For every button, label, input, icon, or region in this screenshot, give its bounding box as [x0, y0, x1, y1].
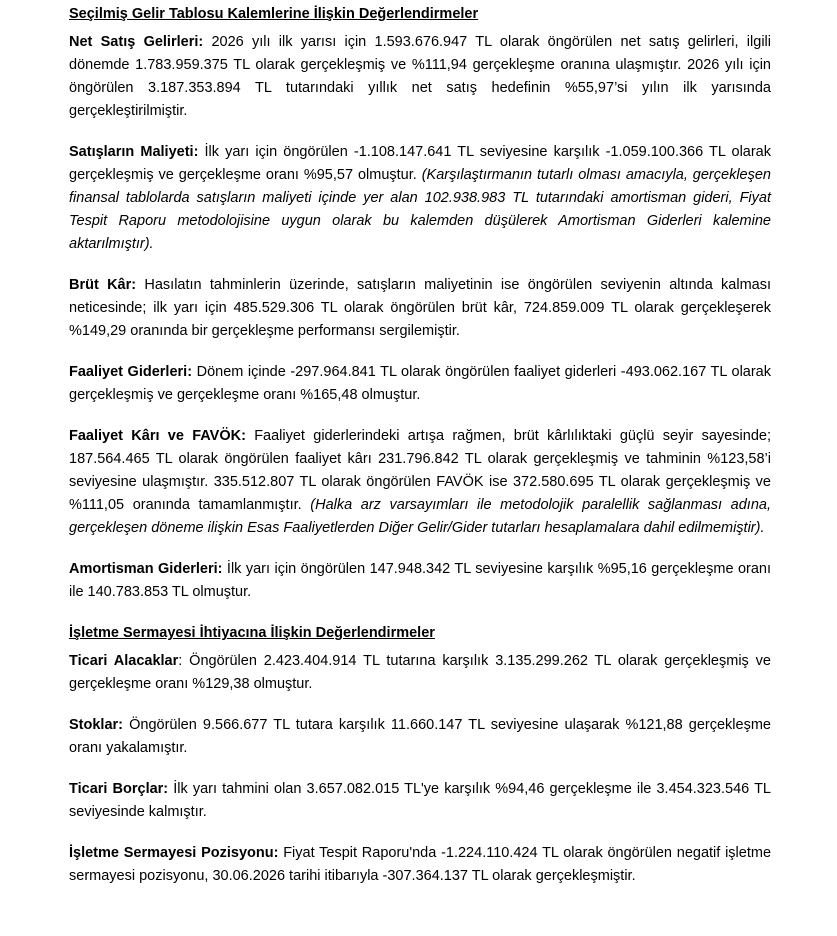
paragraph-text: Dönem içinde -297.964.841 TL olarak öngörülen faaliyet giderleri -493.062.167 TL olarak gerçekleşmiş ve gerçekleşme oranı %165,48 olmuştur. [69, 364, 771, 403]
paragraph-text: İlk yarı için öngörülen -1.108.147.641 TL seviyesine karşılık -1.059.100.366 TL olarak gerçekleşmiş ve gerçekleşme oranı %95,57 olmuştur. [69, 144, 771, 183]
paragraph-cost-of-sales [69, 141, 771, 256]
paragraph-label: Net Satış Gelirleri: [69, 34, 204, 50]
paragraph-text: Hasılatın tahminlerin üzerinde, satışların maliyetinin ise öngörülen seviyenin altında kalması neticesinde; ilk yarı için 485.529.306 TL olarak öngörülen brüt kâr, 724.859.009 TL olarak gerçekleşerek %149,29 oranında bir gerçekleşme performansı sergilemiştir. [69, 277, 771, 339]
paragraph-label: Stoklar: [69, 717, 123, 733]
paragraph-note: (Karşılaştırmanın tutarlı olması amacıyla, gerçekleşen finansal tablolarda satışların maliyeti içinde yer alan 102.938.983 TL tutarındaki amortisman gideri, Fiyat Tespit Raporu metodolojisine uygun olarak bu kalemden düşülerek Amortisman Giderleri kalemine aktarılmıştır). [69, 167, 771, 252]
paragraph-gross-profit [69, 274, 771, 343]
paragraph-operating-expenses [69, 361, 771, 407]
paragraph-text: Fiyat Tespit Raporu'nda -1.224.110.424 TL olarak öngörülen negatif işletme sermayesi pozisyonu, 30.06.2026 tarihi itibarıyla -307.364.137 TL olarak gerçekleşmiştir. [69, 845, 772, 884]
paragraph-trade-payables [69, 778, 771, 824]
paragraph-working-capital-position [69, 842, 771, 888]
paragraph-text: : Öngörülen 2.423.404.914 TL tutarına karşılık 3.135.299.262 TL olarak gerçekleşmiş ve gerçekleşme oranı %129,38 olmuştur. [69, 653, 771, 692]
paragraph-text: İlk yarı tahmini olan 3.657.082.015 TL'ye karşılık %94,46 gerçekleşme ile 3.454.323.546 TL seviyesinde kalmıştır. [69, 781, 771, 820]
paragraph-inventories [69, 714, 771, 760]
paragraph-label: Faaliyet Giderleri: [69, 364, 193, 380]
paragraph-depreciation [69, 558, 771, 604]
paragraph-text: İlk yarı için öngörülen 147.948.342 TL seviyesine karşılık %95,16 gerçekleşme oranı ile 140.783.853 TL olmuştur. [69, 561, 771, 600]
paragraph-label: Satışların Maliyeti: [69, 144, 199, 160]
paragraph-label: İşletme Sermayesi Pozisyonu: [69, 845, 279, 861]
paragraph-label: Brüt Kâr: [69, 277, 137, 293]
section-heading-working-capital: İşletme Sermayesi İhtiyacına İlişkin Değerlendirmeler [69, 625, 435, 641]
paragraph-text: 2026 yılı ilk yarısı için 1.593.676.947 TL olarak öngörülen net satış gelirleri, ilgili dönemde 1.783.959.375 TL olarak gerçekleşmiş ve %111,94 gerçekleşme oranına ulaşmıştır. 2026 yılı için öngörülen 3.187.353.894 TL tutarındaki yıllık net satış hedefinin %55,97’si yılın ilk yarısında gerçekleştirilmiştir. [69, 34, 771, 119]
paragraph-note: (Halka arz varsayımları ile metodolojik paralellik sağlanması adına, gerçekleşen döneme ilişkin Esas Faaliyetlerden Diğer Gelir/Gider tutarları hesaplamalara dahil edilmemiştir). [69, 497, 771, 536]
paragraph-label: Amortisman Giderleri: [69, 561, 223, 577]
paragraph-text: Öngörülen 9.566.677 TL tutara karşılık 11.660.147 TL seviyesine ulaşarak %121,88 gerçekleşme oranı yakalamıştır. [69, 717, 771, 756]
paragraph-label: Ticari Alacaklar [69, 653, 179, 669]
paragraph-operating-profit-ebitda [69, 425, 771, 540]
paragraph-trade-receivables [69, 650, 771, 696]
paragraph-label: Ticari Borçlar: [69, 781, 169, 797]
section-heading-income-statement: Seçilmiş Gelir Tablosu Kalemlerine İlişkin Değerlendirmeler [69, 6, 479, 22]
paragraph-text: Faaliyet giderlerindeki artışa rağmen, brüt kârlılıktaki güçlü seyir sayesinde; 187.564.465 TL olarak öngörülen faaliyet kârı 231.796.842 TL olarak gerçekleşmiş ve tahminin %123,58’i seviyesine ulaşmıştır. 335.512.807 TL olarak öngörülen FAVÖK ise 372.580.695 TL olarak gerçekleşmiş ve %111,05 oranında tamamlanmıştır. [69, 428, 771, 513]
paragraph-net-sales [69, 31, 771, 123]
paragraph-label: Faaliyet Kârı ve FAVÖK: [69, 428, 246, 444]
